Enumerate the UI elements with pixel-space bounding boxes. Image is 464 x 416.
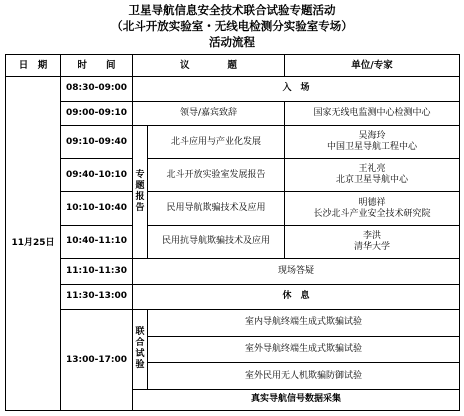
time-cell: 10:40-11:10 — [61, 225, 133, 258]
expert-org: 长沙北斗产业安全技术研究院 — [313, 208, 431, 219]
header-date: 日 期 — [6, 55, 61, 77]
main-title: 卫星导航信息安全技术联合试验专题活动 — [128, 3, 336, 17]
topic-cell: 现场答疑 — [133, 259, 460, 285]
header-unit: 单位/专家 — [285, 55, 460, 77]
test-cell: 室内导航终端生成式欺骗试验 — [148, 310, 460, 337]
table-row — [6, 310, 460, 337]
table-row — [6, 159, 460, 192]
section-char: 报 — [135, 191, 145, 202]
section-char: 告 — [135, 202, 145, 213]
table-row — [6, 77, 460, 101]
section-char: 验 — [135, 360, 145, 371]
time-cell: 09:10-09:40 — [61, 125, 133, 158]
unit-cell — [285, 125, 460, 158]
time-cell: 11:10-11:30 — [61, 259, 133, 285]
topic-cell: 北斗开放实验室发展报告 — [148, 159, 285, 192]
time-cell: 09:40-10:10 — [61, 159, 133, 192]
date-cell: 11月25日 — [6, 77, 61, 411]
sub-title: （北斗开放实验室・无线电检测分实验室专场） — [111, 19, 353, 33]
header-row — [6, 55, 460, 77]
expert-name: 明德祥 — [358, 197, 386, 208]
expert-name: 李洪 — [363, 230, 382, 241]
unit-cell — [285, 192, 460, 225]
table-row — [6, 225, 460, 258]
expert-name: 吴海玲 — [358, 131, 386, 142]
section-label-report — [133, 125, 148, 258]
expert-org: 北京卫星导航中心 — [336, 175, 409, 186]
agenda-title: 活动流程 — [209, 35, 255, 49]
topic-cell: 领导/嘉宾致辞 — [133, 101, 285, 125]
test-cell: 室外导航终端生成式欺骗试验 — [148, 336, 460, 363]
time-cell: 13:00-17:00 — [61, 310, 133, 411]
table-row — [6, 259, 460, 285]
table-row — [6, 284, 460, 310]
time-cell: 09:00-09:10 — [61, 101, 133, 125]
topic-cell: 休 息 — [133, 284, 460, 310]
expert-name: 王礼亮 — [358, 164, 386, 175]
test-cell: 室外民用无人机欺骗防御试验 — [148, 363, 460, 390]
time-cell: 10:10-10:40 — [61, 192, 133, 225]
section-char: 试 — [135, 349, 145, 360]
section-char: 专 — [135, 169, 145, 180]
table-row — [6, 192, 460, 225]
topic-cell: 民用抗导航欺骗技术及应用 — [148, 225, 285, 258]
final-cell: 真实导航信号数据采集 — [133, 389, 460, 410]
topic-cell: 入 场 — [133, 77, 460, 101]
unit-cell — [285, 225, 460, 258]
header-time: 时 间 — [61, 55, 133, 77]
header-topic: 议 题 — [133, 55, 285, 77]
table-row — [6, 101, 460, 125]
unit-cell: 国家无线电监测中心检测中心 — [285, 101, 460, 125]
topic-cell: 民用导航欺骗技术及应用 — [148, 192, 285, 225]
table-row — [6, 125, 460, 158]
agenda-table — [5, 54, 460, 411]
section-char: 题 — [135, 180, 145, 191]
topic-cell: 北斗应用与产业化发展 — [148, 125, 285, 158]
time-cell: 11:30-13:00 — [61, 284, 133, 310]
section-label-test — [133, 310, 148, 390]
time-cell: 08:30-09:00 — [61, 77, 133, 101]
expert-org: 清华大学 — [354, 241, 391, 252]
unit-cell — [285, 159, 460, 192]
section-char: 合 — [135, 338, 145, 349]
expert-org: 中国卫星导航工程中心 — [327, 142, 418, 153]
section-char: 联 — [135, 327, 145, 338]
